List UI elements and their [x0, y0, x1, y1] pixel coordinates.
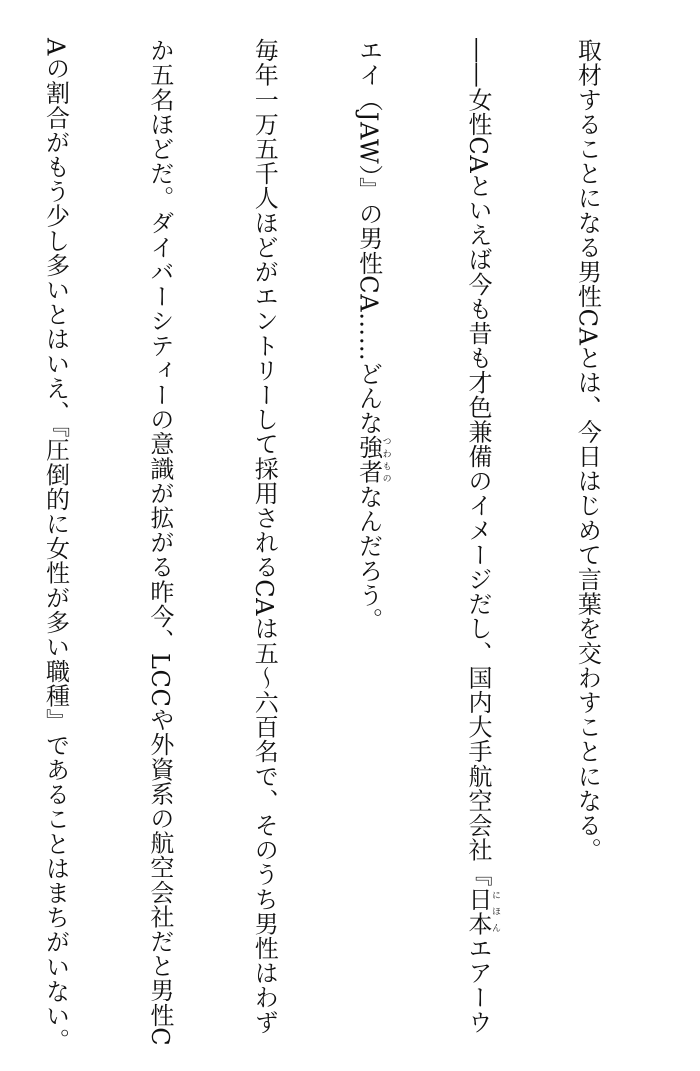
text-line-5: か五名ほどだ。ダイバーシティーの意識が拡がる昨今、LCCや外資系の航空会社だと男性C — [145, 38, 174, 1047]
vertical-text-body — [0, 38, 674, 1053]
text-line-2: ――女性CAといえば今も昔も才色兼備のイメージだし、国内大手航空会社『日本にほんエアーウ — [464, 38, 501, 1035]
text-line-4: 毎年一万五千人ほどがエントリーして採用されるCAは五〜六百名で、そのうち男性はわず — [250, 38, 279, 1035]
text-line-3: エイ（JAW）』の男性CA……どんな強者つわものなんだろう。 — [354, 38, 391, 632]
text-line-1: 取材することになる男性CAとは、今日はじめて言葉を交わすことになる。 — [573, 38, 602, 863]
ruby-tsuwamono: 強者つわもの — [354, 435, 391, 485]
text-line-6: Aの割合がもう少し多いとはいえ、『圧倒的に女性が多い職種』であることはまちがいない。 — [41, 38, 70, 1053]
ruby-nihon: 日本にほん — [464, 886, 501, 936]
